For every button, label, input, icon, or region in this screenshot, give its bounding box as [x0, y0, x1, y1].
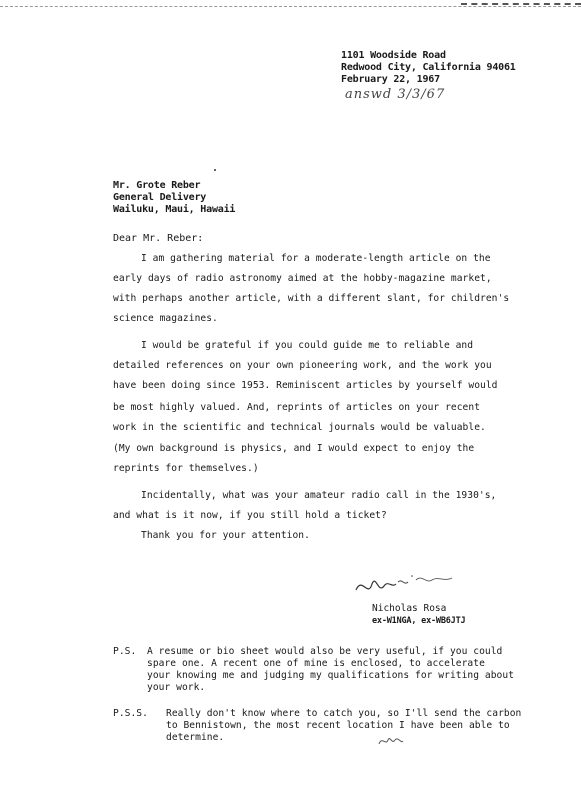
body-line: early days of radio astronomy aimed at the hobby-magazine market, — [113, 273, 492, 284]
body-line: Thank you for your attention. — [141, 530, 310, 541]
body-line: I would be grateful if you could guide me to reliable and — [141, 340, 474, 351]
body-line: and what is it now, if you still hold a ticket? — [113, 510, 387, 521]
ps-label: P.S. — [113, 646, 137, 657]
top-edge-rule — [0, 6, 581, 7]
body-line: science magazines. — [113, 313, 218, 324]
ps-line: spare one. A recent one of mine is enclosed, to accelerate — [147, 658, 485, 669]
sender-street: 1101 Woodside Road — [341, 50, 446, 61]
body-line: work in the scientific and technical journals would be valuable. — [113, 422, 486, 433]
body-line: I am gathering material for a moderate-length article on the — [141, 253, 491, 264]
ps-line: A resume or bio sheet would also be very useful, if you could — [147, 646, 503, 657]
signer-call-signs: ex-W1NGA, ex-WB6JTJ — [372, 616, 466, 626]
body-line: (My own background is physics, and I would expect to enjoy the — [113, 443, 475, 454]
ps-line: your knowing me and judging my qualifications for writing about — [147, 670, 515, 681]
handwritten-initials — [376, 732, 406, 750]
pss-line: determine. — [166, 732, 225, 743]
sender-city: Redwood City, California 94061 — [341, 62, 516, 73]
body-line: reprints for themselves.) — [113, 463, 259, 474]
salutation: Dear Mr. Reber: — [113, 233, 204, 244]
signer-name: Nicholas Rosa — [372, 603, 447, 614]
paper-speck — [214, 169, 216, 171]
recipient-line2: General Delivery — [113, 192, 207, 203]
body-line: have been doing since 1953. Reminiscent articles by yourself would — [113, 380, 498, 391]
recipient-name: Mr. Grote Reber — [113, 180, 201, 191]
recipient-line3: Wailuku, Maui, Hawaii — [113, 204, 236, 215]
letter-date: February 22, 1967 — [341, 74, 440, 85]
body-line: detailed references on your own pioneering work, and the work you — [113, 360, 492, 371]
body-line: with perhaps another article, with a different slant, for children's — [113, 293, 510, 304]
handwritten-signature — [352, 568, 467, 602]
ps-line: your work. — [147, 682, 206, 693]
pss-line: Really don't know where to catch you, so I'll send the carbon — [166, 708, 522, 719]
body-line: be most highly valued. And, reprints of articles on your recent — [113, 402, 481, 413]
pss-label: P.S.S. — [113, 708, 148, 719]
pss-line: to Bennistown, the most recent location I have been able to — [166, 720, 510, 731]
top-edge-mark — [461, 3, 581, 5]
body-line: Incidentally, what was your amateur radio call in the 1930's, — [141, 490, 497, 501]
received-note: answd 3/3/67 — [345, 87, 446, 102]
